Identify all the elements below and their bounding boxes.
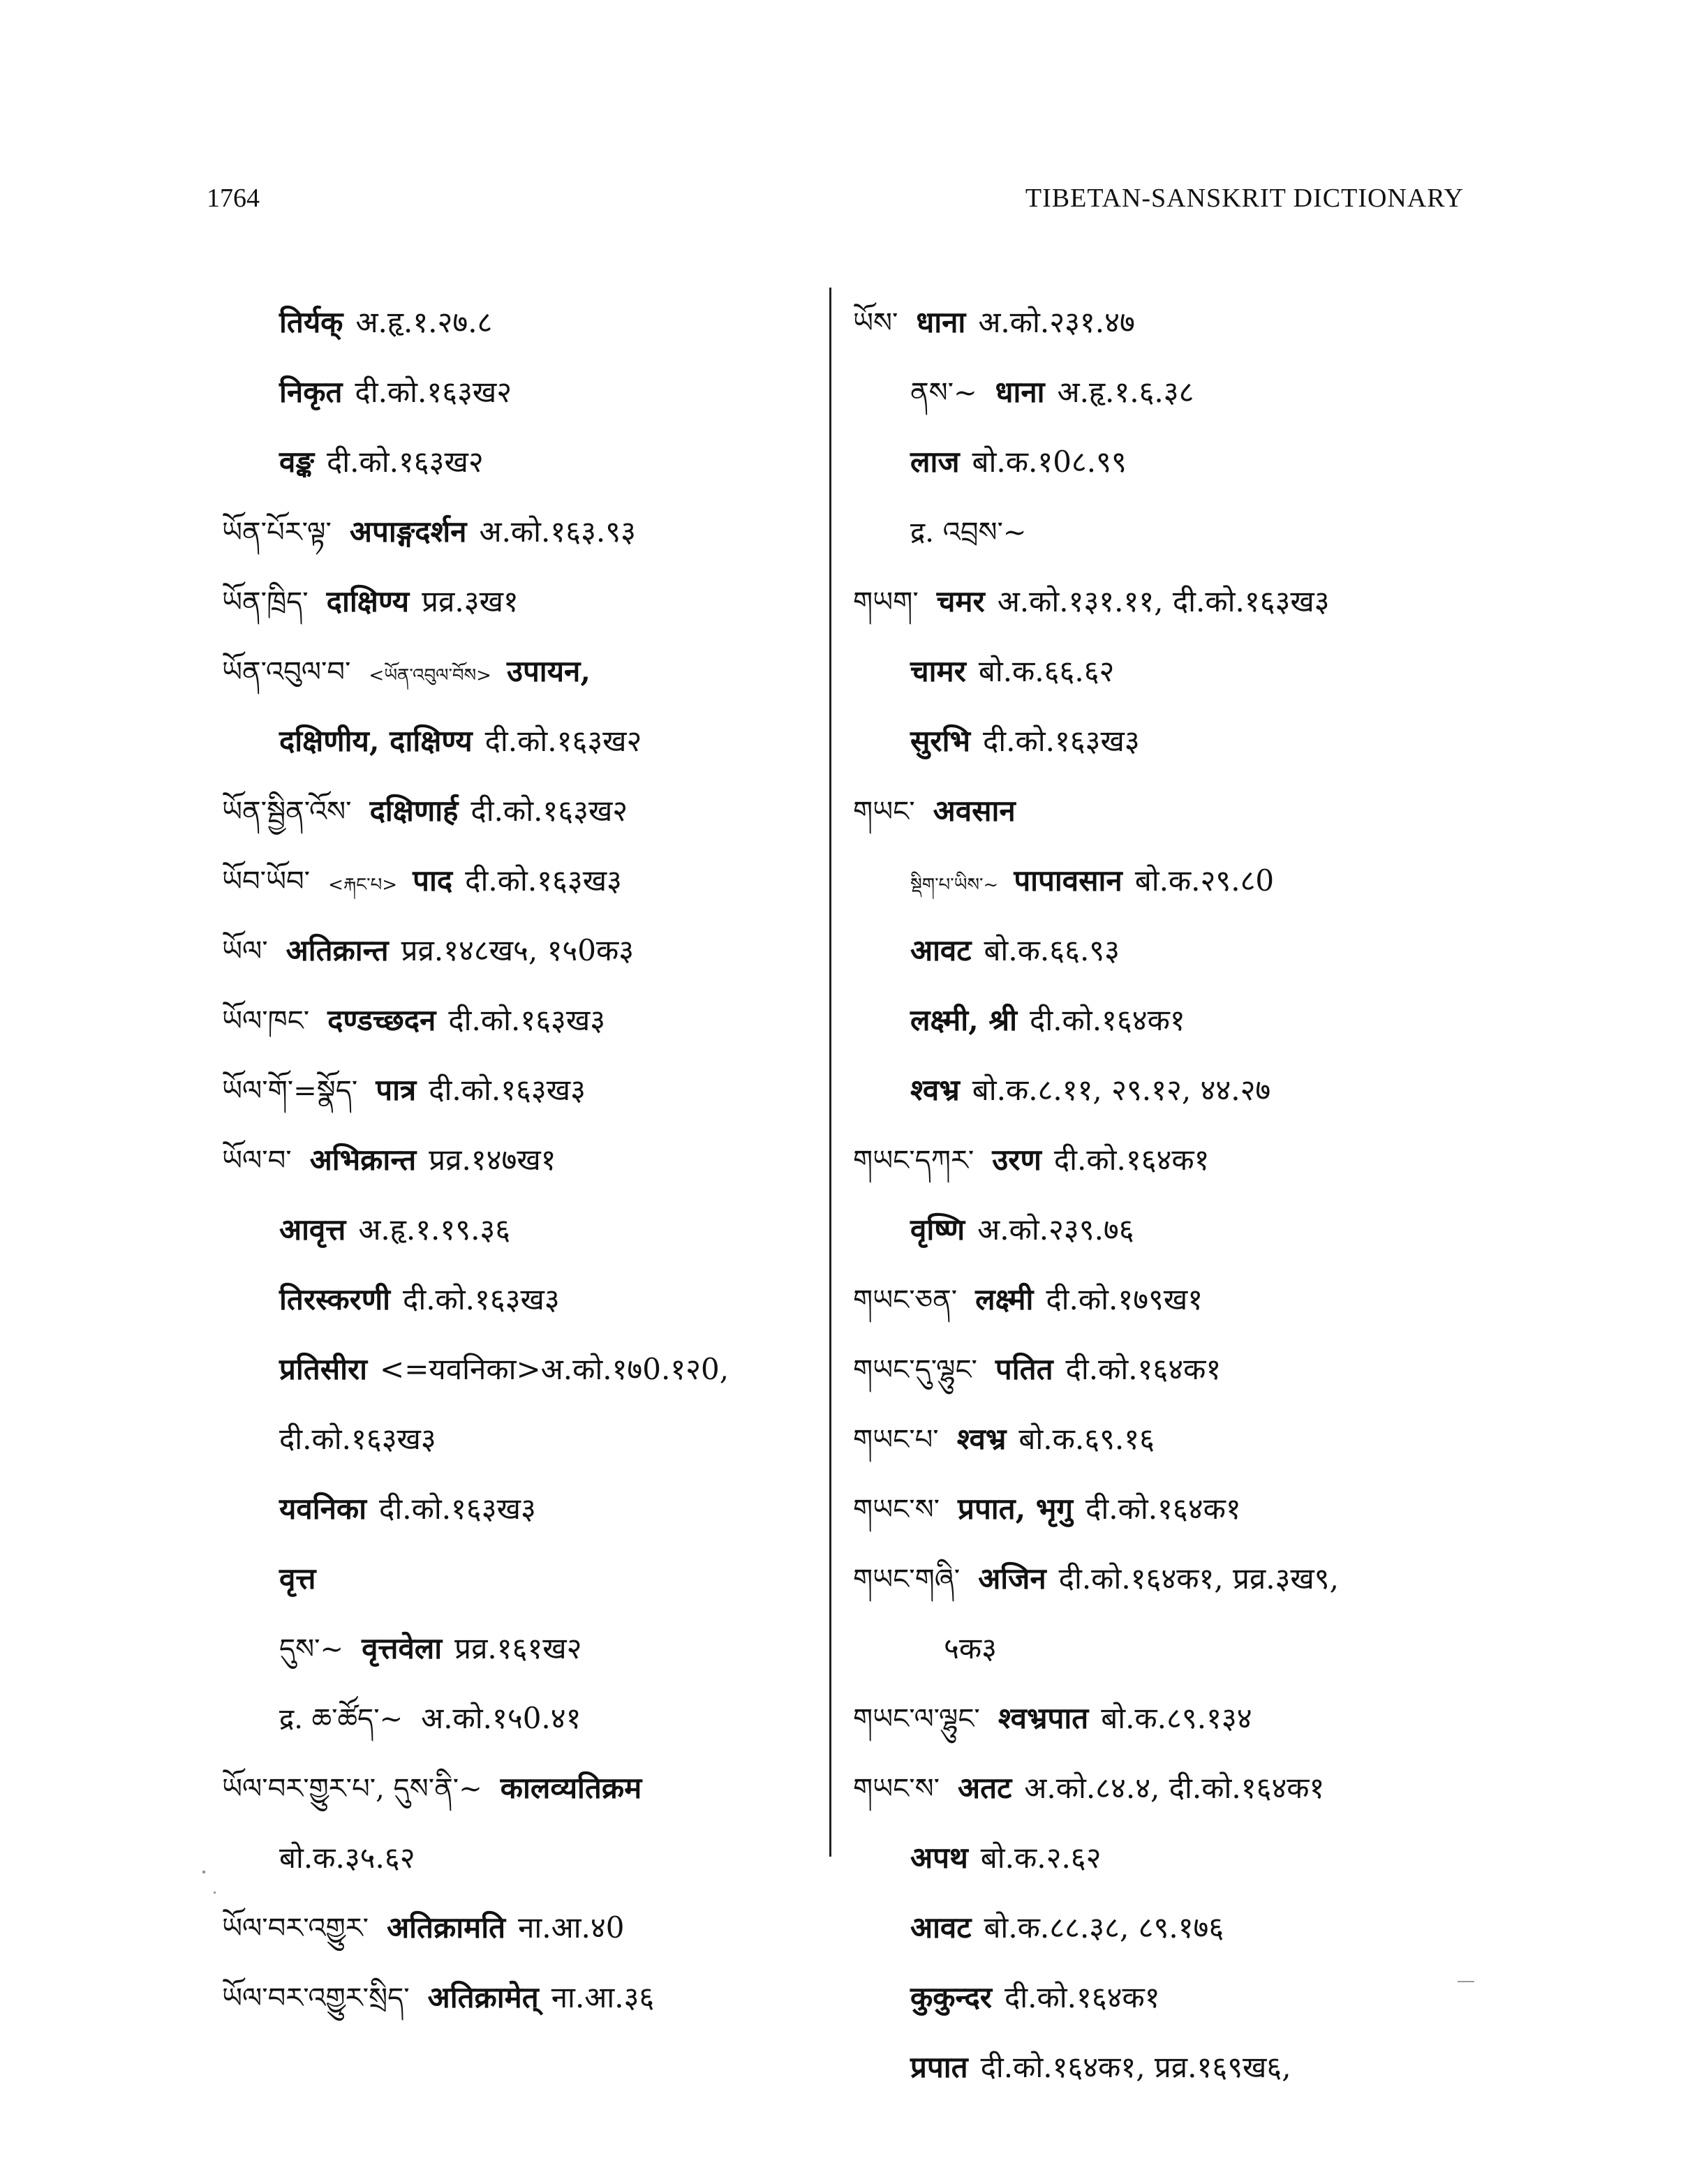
tibetan-term: ཡོལ་བ་	[222, 1145, 292, 1177]
page-number: 1764	[207, 184, 260, 213]
dictionary-headword-line	[853, 1265, 1481, 1335]
source-reference: दी.को.१६४क१	[1053, 1143, 1210, 1177]
sanskrit-equivalent: धाना	[916, 305, 966, 339]
tibetan-term: གཡང་གཞི་	[853, 1563, 961, 1596]
sanskrit-equivalent: अवसान	[933, 794, 1016, 828]
source-reference: दी.को.१७९ख१	[1046, 1282, 1203, 1316]
dictionary-sense-line	[222, 427, 829, 497]
sanskrit-equivalent: श्वभ्रपात	[998, 1701, 1089, 1735]
dictionary-headword-line	[222, 1963, 829, 2033]
dictionary-headword-line	[853, 1125, 1481, 1195]
source-reference: दी.को.१६४क१	[1030, 1003, 1185, 1037]
gloss-note: <རྐང་པ>	[328, 875, 398, 896]
tibetan-term: གཡག་	[853, 586, 919, 618]
source-reference: अ.हृ.१.१९.३६	[358, 1212, 511, 1247]
tibetan-term: གཡང་ལ་ལྷུང་	[853, 1703, 980, 1735]
source-reference: दी.को.१६४क१	[1004, 1980, 1160, 2014]
source-reference: ना.आ.४0	[518, 1910, 625, 1945]
source-reference: प्रव्र.१४७ख१	[429, 1143, 556, 1177]
sanskrit-equivalent: श्वभ्र	[956, 1422, 1007, 1456]
sanskrit-equivalent: वृत्त	[279, 1561, 316, 1596]
source-reference: बो.क.२.६२	[980, 1841, 1102, 1875]
dictionary-sense-line	[222, 1684, 829, 1753]
sanskrit-equivalent: तिर्यक्	[279, 305, 343, 339]
sanskrit-equivalent: अतट	[958, 1771, 1012, 1805]
source-reference: दी.को.१६३ख२	[484, 724, 642, 758]
sanskrit-equivalent: लक्ष्मी	[975, 1282, 1034, 1316]
sanskrit-equivalent: उपायन,	[506, 654, 591, 688]
sanskrit-equivalent: प्रतिसीरा	[279, 1352, 368, 1386]
dictionary-sense-line	[853, 1614, 1481, 1684]
source-reference: ना.आ.३६	[551, 1980, 655, 2014]
sanskrit-equivalent: यवनिका	[279, 1492, 367, 1526]
dictionary-sense-line	[853, 846, 1481, 916]
source-reference: अ.को.२३१.४७	[978, 305, 1135, 339]
sanskrit-equivalent: आवट	[910, 933, 972, 967]
tibetan-term: ཡོལ་བར་འགྱུར་	[222, 1912, 369, 1945]
source-reference: दी.को.१६३ख३	[982, 724, 1140, 758]
dictionary-headword-line	[222, 986, 829, 1055]
sanskrit-equivalent: वङ्क	[279, 445, 314, 479]
sanskrit-equivalent: चामर	[910, 654, 966, 688]
dictionary-sense-line	[222, 357, 829, 427]
dictionary-headword-line	[222, 1125, 829, 1195]
dictionary-sense-line	[853, 497, 1481, 567]
sanskrit-equivalent: अतिक्रामेत्	[427, 1980, 539, 2014]
source-reference: बो.क.६६.९३	[984, 933, 1120, 967]
tibetan-term: ཡོན་འབུལ་བ་	[222, 656, 351, 688]
sanskrit-equivalent: पतित	[995, 1352, 1053, 1386]
source-reference: दी.को.१६३ख३	[379, 1492, 536, 1526]
scan-speck	[1458, 1981, 1474, 1982]
dictionary-headword-line	[222, 497, 829, 567]
dictionary-sense-line	[222, 1823, 829, 1893]
running-head: TIBETAN-SANSKRIT DICTIONARY	[1025, 184, 1464, 213]
sanskrit-equivalent: अजिन	[978, 1561, 1046, 1596]
source-reference: अ.को.१५0.४१	[421, 1701, 581, 1735]
dictionary-sense-line	[222, 1404, 829, 1474]
sanskrit-equivalent: लाज	[910, 445, 960, 479]
tibetan-term: ཡོབ་ཡོབ་	[222, 866, 311, 898]
dictionary-headword-line	[222, 637, 829, 706]
dictionary-sense-line	[853, 916, 1481, 986]
right-column	[853, 288, 1481, 2102]
dictionary-sense-line	[222, 706, 829, 776]
tibetan-term: ནས་~	[910, 377, 977, 409]
source-reference: दी.को.१६३ख३	[465, 863, 622, 898]
tibetan-term: ཡོལ་བར་གྱུར་པ་, དུས་ནི་~	[222, 1773, 482, 1805]
scan-speck	[214, 1892, 216, 1894]
sanskrit-equivalent: पापावसान	[1014, 863, 1122, 898]
tibetan-term: ཡོལ་བར་འགྱུར་སྲིད་	[222, 1982, 410, 2014]
tibetan-term: द्र. འབྲས་~	[910, 517, 1027, 549]
dictionary-headword-line	[853, 776, 1481, 846]
source-reference: प्रव्र.१६१ख२	[454, 1631, 582, 1665]
sanskrit-equivalent: अपथ	[910, 1841, 968, 1875]
tibetan-term: གཡང་ས་	[853, 1773, 940, 1805]
source-reference: अ.को.८४.४, दी.को.१६४क१	[1024, 1771, 1325, 1805]
source-reference: अ.को.१३१.११, दी.को.१६३ख३	[997, 584, 1330, 618]
dictionary-sense-line	[853, 1055, 1481, 1125]
sanskrit-equivalent: अतिक्रान्त	[286, 933, 389, 967]
dictionary-headword-line	[853, 288, 1481, 357]
dictionary-headword-line	[853, 1684, 1481, 1753]
tibetan-term: གཡང་པ་	[853, 1424, 939, 1456]
dictionary-headword-line	[222, 1753, 829, 1823]
dictionary-sense-line	[853, 1823, 1481, 1893]
sanskrit-equivalent: पात्र	[376, 1073, 417, 1107]
dictionary-sense-line	[222, 1265, 829, 1335]
source-reference: बो.क.३५.६२	[279, 1841, 415, 1875]
sanskrit-equivalent: वृष्णि	[910, 1212, 965, 1247]
source-reference: दी.को.१६३ख३	[279, 1422, 436, 1456]
tibetan-term: གཡང་དུ་ལྷུང་	[853, 1354, 977, 1386]
tibetan-term: གཡང་	[853, 796, 915, 828]
dictionary-sense-line	[853, 1893, 1481, 1963]
gloss-note: སྡིག་པ་ཡིས་~	[910, 875, 999, 896]
source-reference: दी.को.१६४क१, प्रव्र.१६९ख६,	[980, 2050, 1291, 2084]
sanskrit-equivalent: आवृत्त	[279, 1212, 346, 1247]
dictionary-headword-line	[853, 1335, 1481, 1404]
source-reference: <=यवनिका>अ.को.१७0.१२0,	[380, 1352, 729, 1386]
sanskrit-equivalent: अपाङ्गदर्शन	[349, 514, 467, 549]
source-reference: दी.को.१६३ख२	[355, 375, 512, 409]
tibetan-term: ཡོལ་ཁང་	[222, 1005, 310, 1037]
dictionary-sense-line	[853, 1963, 1481, 2033]
column-divider	[829, 288, 831, 1857]
gloss-note: <ཡོན་འབུལ་བོས>	[369, 665, 491, 686]
tibetan-term: ཡོན་ཁྲིད་	[222, 586, 309, 618]
tibetan-term: དུས་~	[279, 1633, 344, 1665]
tibetan-term: ཡོལ་	[222, 935, 268, 967]
dictionary-headword-line	[222, 567, 829, 637]
sanskrit-equivalent: उरण	[992, 1143, 1042, 1177]
dictionary-headword-line	[853, 1544, 1481, 1614]
sanskrit-equivalent: वृत्तवेला	[362, 1631, 443, 1665]
dictionary-headword-line	[222, 916, 829, 986]
source-reference: अ.को.१६३.९३	[479, 514, 636, 549]
dictionary-sense-line	[222, 1614, 829, 1684]
source-reference: अ.हृ.१.६.३८	[1057, 375, 1194, 409]
dictionary-sense-line	[853, 637, 1481, 706]
dictionary-sense-line	[222, 1544, 829, 1614]
dictionary-sense-line	[853, 357, 1481, 427]
source-reference: दी.को.१६३ख३	[448, 1003, 606, 1037]
source-reference: बो.क.१0८.९९	[972, 445, 1127, 479]
source-reference: प्रव्र.३ख१	[422, 584, 519, 618]
sanskrit-equivalent: प्रपात, भृगु	[958, 1492, 1074, 1526]
source-reference: दी.को.१६४क१, प्रव्र.३ख९,	[1058, 1561, 1339, 1596]
sanskrit-equivalent: दक्षिणार्ह	[369, 794, 459, 828]
sanskrit-equivalent: चमर	[936, 584, 985, 618]
left-column	[222, 288, 829, 2033]
sanskrit-equivalent: अतिक्रामति	[387, 1910, 506, 1945]
sanskrit-equivalent: आवट	[910, 1910, 972, 1945]
sanskrit-equivalent: सुरभि	[910, 724, 970, 758]
dictionary-sense-line	[853, 427, 1481, 497]
sanskrit-equivalent: प्रपात	[910, 2050, 968, 2084]
source-reference: बो.क.६९.१६	[1018, 1422, 1155, 1456]
tibetan-term: གཡང་དཀར་	[853, 1145, 974, 1177]
source-reference: प्रव्र.१४८ख५, १५0क३	[401, 933, 635, 967]
dictionary-headword-line	[853, 1404, 1481, 1474]
tibetan-term: ཡོན་པོར་ལྟ་	[222, 517, 332, 549]
source-reference: ५क३	[944, 1631, 997, 1665]
dictionary-sense-line	[222, 288, 829, 357]
sanskrit-equivalent: निकृत	[279, 375, 343, 409]
dictionary-headword-line	[853, 1753, 1481, 1823]
sanskrit-equivalent: धाना	[995, 375, 1045, 409]
sanskrit-equivalent: दाक्षिण्य	[326, 584, 410, 618]
source-reference: बो.क.२९.८0	[1134, 863, 1275, 898]
dictionary-sense-line	[853, 1195, 1481, 1265]
tibetan-term: གཡང་ས་	[853, 1494, 940, 1526]
source-reference: बो.क.८९.१३४	[1101, 1701, 1252, 1735]
sanskrit-equivalent: दण्डच्छदन	[327, 1003, 436, 1037]
sanskrit-equivalent: कुकुन्दर	[910, 1980, 992, 2014]
tibetan-term: ཡོལ་གོ་=སྣོད་	[222, 1075, 358, 1107]
source-reference: दी.को.१६३ख२	[326, 445, 484, 479]
dictionary-headword-line	[853, 567, 1481, 637]
source-reference: बो.क.८८.३८, ८९.१७६	[984, 1910, 1224, 1945]
dictionary-headword-line	[853, 1474, 1481, 1544]
source-reference: अ.को.२३९.७६	[977, 1212, 1134, 1247]
dictionary-headword-line	[222, 1893, 829, 1963]
sanskrit-equivalent: लक्ष्मी, श्री	[910, 1003, 1018, 1037]
source-reference: दी.को.१६३ख३	[403, 1282, 560, 1316]
source-reference: दी.को.१६३ख३	[429, 1073, 586, 1107]
dictionary-sense-line	[222, 1474, 829, 1544]
dictionary-headword-line	[222, 776, 829, 846]
sanskrit-equivalent: तिरस्करणी	[279, 1282, 391, 1316]
dictionary-sense-line	[222, 1335, 829, 1404]
sanskrit-equivalent: श्वभ्र	[910, 1073, 960, 1107]
dictionary-sense-line	[222, 1195, 829, 1265]
tibetan-term: གཡང་ཅན་	[853, 1284, 958, 1316]
tibetan-term: ཡོན་སྦྱིན་འོས་	[222, 796, 352, 828]
sanskrit-equivalent: दक्षिणीय, दाक्षिण्य	[279, 724, 473, 758]
tibetan-term: ཡོས་	[853, 307, 898, 339]
tibetan-term: द्र. ཆ་ཚོད་~	[279, 1703, 403, 1735]
dictionary-headword-line	[222, 1055, 829, 1125]
source-reference: दी.को.१६३ख२	[470, 794, 628, 828]
sanskrit-equivalent: अभिक्रान्त	[309, 1143, 417, 1177]
source-reference: अ.हृ.१.२७.८	[355, 305, 493, 339]
dictionary-headword-line	[222, 846, 829, 916]
scan-speck	[202, 1871, 205, 1873]
source-reference: बो.क.६६.६२	[978, 654, 1115, 688]
source-reference: दी.को.१६४क१	[1085, 1492, 1241, 1526]
dictionary-sense-line	[853, 2033, 1481, 2102]
dictionary-sense-line	[853, 986, 1481, 1055]
source-reference: बो.क.८.११, २९.१२, ४४.२७	[972, 1073, 1271, 1107]
source-reference: दी.को.१६४क१	[1065, 1352, 1222, 1386]
sanskrit-equivalent: पाद	[413, 863, 453, 898]
dictionary-sense-line	[853, 706, 1481, 776]
sanskrit-equivalent: कालव्यतिक्रम	[500, 1771, 642, 1805]
